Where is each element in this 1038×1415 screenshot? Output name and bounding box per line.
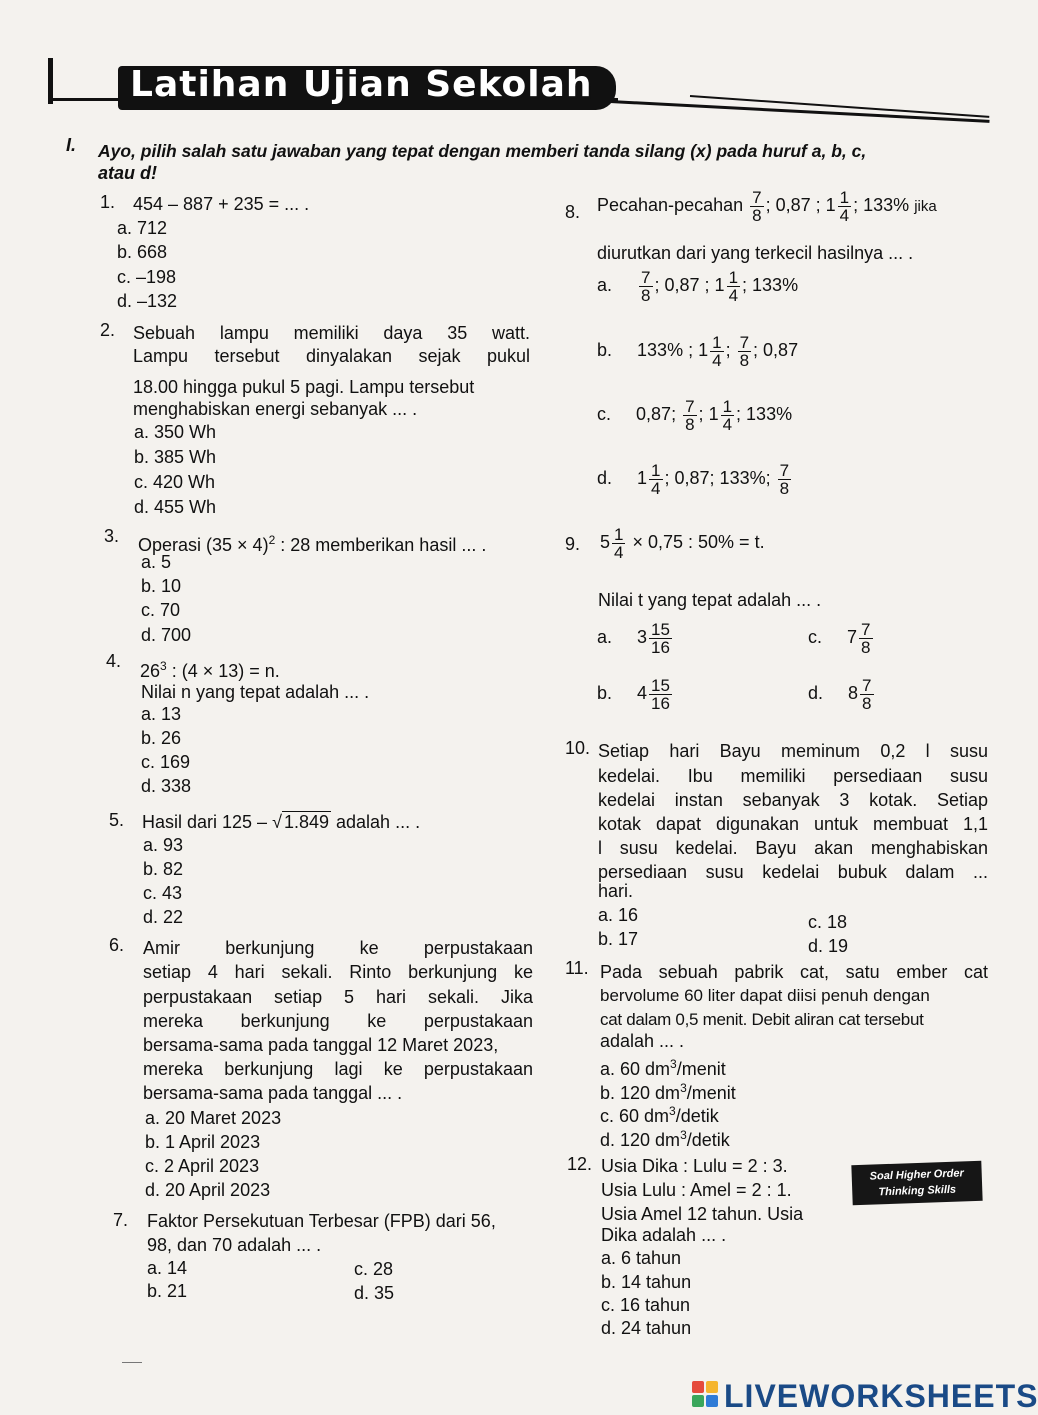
- q10-number: 10.: [565, 738, 591, 758]
- mixed-whole: 8: [848, 683, 859, 703]
- option-letter: d.: [597, 468, 613, 488]
- q10-line: kedelai instan sebanyak 3 kotak. Setiap: [598, 790, 988, 810]
- mixed-whole: 1: [825, 195, 836, 215]
- q5-number: 5.: [109, 810, 125, 830]
- denominator: 4: [651, 478, 661, 498]
- q8-separator: ; 0,87 ;: [765, 195, 826, 215]
- q7-option-d[interactable]: d. 35: [354, 1283, 395, 1303]
- q6-line: perpustakaan setiap 5 hari sekali. Jika: [143, 987, 533, 1007]
- q5-text: [142, 811, 420, 833]
- q11-b-unit: /menit: [686, 1083, 736, 1103]
- q4-text-post: : (4 × 13) = n.: [166, 661, 280, 681]
- q4-text: [140, 655, 280, 682]
- q11-line: Pada sebuah pabrik cat, satu ember cat: [600, 962, 988, 982]
- numerator: 1: [728, 267, 739, 287]
- exponent: 3: [670, 1057, 677, 1071]
- q11-line: cat dalam 0,5 menit. Debit aliran cat tersebut: [600, 1010, 924, 1029]
- separator: ;: [698, 404, 709, 424]
- q2-line: menghabiskan energi sebanyak ... .: [133, 399, 418, 419]
- q7-option-b[interactable]: b. 21: [147, 1281, 188, 1301]
- q8-option-b[interactable]: [597, 333, 798, 369]
- fraction: [738, 334, 751, 369]
- q3-number: 3.: [104, 526, 120, 546]
- q6-line: mereka berkunjung ke perpustakaan: [143, 1011, 533, 1031]
- fraction: [727, 269, 740, 304]
- numerator: 1: [722, 396, 733, 416]
- numerator: 15: [651, 675, 670, 695]
- fraction: [838, 189, 851, 224]
- numerator: 7: [779, 460, 790, 480]
- denominator: 16: [651, 693, 670, 713]
- q2-option-c[interactable]: c. 420 Wh: [134, 472, 216, 492]
- q3-option-b[interactable]: b. 10: [141, 576, 182, 596]
- q12-line: Usia Lulu : Amel = 2 : 1.: [601, 1180, 792, 1200]
- separator: ; 0,87; 133%;: [664, 468, 776, 488]
- denominator: 8: [862, 693, 872, 713]
- q9-option-d[interactable]: [808, 676, 876, 712]
- section-label: I.: [66, 135, 77, 155]
- q11-b-text: b. 120 dm: [600, 1083, 681, 1103]
- fraction: [683, 398, 696, 433]
- q8-jika: jika: [914, 198, 937, 215]
- q5-radicand: 1.849: [283, 812, 330, 832]
- mixed-whole: 7: [847, 627, 858, 647]
- q4-option-c[interactable]: c. 169: [141, 752, 191, 772]
- q11-c-unit: /detik: [675, 1106, 719, 1126]
- q3-option-a[interactable]: a. 5: [141, 552, 172, 572]
- q12-number: 12.: [567, 1154, 593, 1174]
- q7-line1: Faktor Persekutuan Terbesar (FPB) dari 56,: [147, 1211, 496, 1231]
- mixed-whole: 3: [637, 627, 648, 647]
- q2-line: Lampu tersebut dinyalakan sejak pukul: [133, 346, 530, 366]
- mixed-whole: 5: [600, 532, 611, 552]
- fraction: [649, 462, 662, 497]
- separator: 133% ;: [637, 340, 699, 360]
- instruction-line2: atau d!: [98, 163, 158, 183]
- fraction: [778, 462, 791, 497]
- q7-option-c[interactable]: c. 28: [354, 1259, 394, 1279]
- q4-option-d[interactable]: d. 338: [141, 776, 192, 796]
- q3-text: [138, 529, 486, 556]
- numerator: 7: [752, 187, 762, 207]
- q4-number: 4.: [106, 651, 122, 671]
- q4-text-pre: 26: [140, 661, 161, 681]
- numerator: 7: [739, 332, 750, 352]
- numerator: 1: [839, 187, 850, 207]
- denominator: 8: [739, 350, 750, 370]
- q9-rest: × 0,75 : 50% = t.: [627, 532, 765, 552]
- fraction: [710, 334, 723, 369]
- q11-a-text: a. 60 dm: [600, 1059, 671, 1079]
- denominator: 4: [722, 414, 733, 434]
- q12-line: Dika adalah ... .: [601, 1225, 727, 1245]
- q7-number: 7.: [113, 1210, 129, 1230]
- option-letter: a.: [597, 275, 613, 295]
- instruction-line1: Ayo, pilih salah satu jawaban yang tepat dengan memberi tanda silang (x) pada huruf a, b, c,: [98, 141, 867, 161]
- q9-text: [600, 525, 765, 561]
- q6-option-a[interactable]: a. 20 Maret 2023: [145, 1108, 282, 1128]
- mixed-whole: 1: [708, 404, 719, 424]
- liveworksheets-logo-icon: [692, 1380, 720, 1408]
- page-title: Latihan Ujian Sekolah: [130, 64, 593, 105]
- denominator: 8: [779, 478, 790, 498]
- hots-badge-line2: Thinking Skills: [878, 1183, 957, 1199]
- q12-line: Usia Amel 12 tahun. Usia: [601, 1204, 804, 1224]
- q11-a-unit: /menit: [676, 1059, 726, 1079]
- q6-line: mereka berkunjung lagi ke perpustakaan: [143, 1059, 533, 1079]
- fraction: [649, 621, 672, 656]
- q10-line: hari.: [598, 881, 634, 901]
- fraction: [721, 398, 734, 433]
- exponent: 3: [669, 1104, 676, 1118]
- separator: 0,87;: [636, 404, 682, 424]
- q6-number: 6.: [109, 935, 125, 955]
- mixed-whole: 1: [714, 275, 725, 295]
- q9-line2: Nilai t yang tepat adalah ... .: [598, 590, 822, 610]
- q8-separator: ; 133%: [853, 195, 910, 215]
- q8-option-d[interactable]: [597, 461, 793, 497]
- q4-option-b[interactable]: b. 26: [141, 728, 182, 748]
- q2-option-b[interactable]: b. 385 Wh: [134, 447, 217, 467]
- denominator: 4: [614, 542, 624, 562]
- q8-line2: diurutkan dari yang terkecil hasilnya ... .: [597, 243, 914, 263]
- q6-line: bersama-sama pada tanggal 12 Maret 2023,: [143, 1035, 499, 1055]
- numerator: 7: [862, 675, 872, 695]
- option-letter: d.: [808, 683, 824, 703]
- q10-line: l susu kedelai. Bayu akan menghabiskan: [598, 838, 988, 858]
- q4-exponent: 3: [160, 659, 167, 673]
- q5-option-b[interactable]: b. 82: [143, 859, 184, 879]
- q10-line: kedelai. Ibu memiliki persediaan susu: [598, 766, 988, 786]
- q1-option-b[interactable]: b. 668: [117, 242, 168, 262]
- separator: ; 133%: [742, 275, 799, 295]
- denominator: 8: [752, 205, 762, 225]
- q8-option-c[interactable]: [597, 397, 792, 433]
- mixed-whole: 4: [637, 683, 648, 703]
- q8-number: 8.: [565, 202, 581, 222]
- option-letter: a.: [597, 627, 613, 647]
- q9-option-b[interactable]: [597, 676, 674, 712]
- denominator: 4: [712, 350, 722, 370]
- exponent: 3: [680, 1081, 687, 1095]
- fraction: [639, 269, 652, 304]
- numerator: 1: [712, 332, 722, 352]
- q9-option-a[interactable]: [597, 620, 674, 656]
- q8-text: [597, 188, 937, 224]
- q10-line: persediaan susu kedelai bubuk dalam ...: [598, 862, 988, 882]
- denominator: 16: [651, 637, 670, 657]
- numerator: 15: [651, 619, 670, 639]
- q3-exponent: 2: [268, 533, 276, 547]
- denominator: 8: [861, 637, 871, 657]
- q11-option-a[interactable]: [600, 1053, 726, 1080]
- numerator: 7: [861, 619, 871, 639]
- q11-d-text: d. 120 dm: [600, 1130, 681, 1150]
- q6-line: Amir berkunjung ke perpustakaan: [143, 938, 533, 958]
- q11-option-c[interactable]: [600, 1100, 719, 1127]
- option-letter: b.: [597, 340, 613, 360]
- fraction: [612, 526, 625, 561]
- mixed-whole: 1: [637, 468, 648, 488]
- q3-text-post: : 28 memberikan hasil ... .: [275, 535, 487, 555]
- q1-option-d[interactable]: d. –132: [117, 291, 178, 311]
- q4-option-a[interactable]: a. 13: [141, 704, 182, 724]
- numerator: 1: [614, 524, 624, 544]
- fraction: [860, 677, 873, 712]
- q5-option-c[interactable]: c. 43: [143, 883, 183, 903]
- numerator: 7: [641, 267, 651, 287]
- separator: ; 133%: [736, 404, 793, 424]
- separator: ; 0,87 ;: [654, 275, 715, 295]
- q1-number: 1.: [100, 192, 116, 212]
- q5-option-d[interactable]: d. 22: [143, 907, 184, 927]
- option-letter: b.: [597, 683, 613, 703]
- fraction: [750, 189, 763, 224]
- fraction: [649, 677, 672, 712]
- liveworksheets-brand: LIVEWORKSHEETS: [724, 1378, 1038, 1414]
- q10-option-a[interactable]: a. 16: [598, 905, 639, 925]
- q11-number: 11.: [565, 958, 589, 978]
- q10-option-d[interactable]: d. 19: [808, 936, 849, 956]
- q10-option-c[interactable]: c. 18: [808, 912, 848, 932]
- exponent: 3: [680, 1128, 687, 1142]
- q2-option-a[interactable]: a. 350 Wh: [134, 422, 217, 442]
- q2-number: 2.: [100, 320, 116, 340]
- q1-text: 454 – 887 + 235 = ... .: [133, 194, 310, 214]
- q1-option-c[interactable]: c. –198: [117, 267, 177, 287]
- q5-text-post: adalah ... .: [331, 812, 421, 832]
- q11-line: bervolume 60 liter dapat diisi penuh dengan: [600, 986, 930, 1005]
- q8-option-a[interactable]: [597, 268, 798, 304]
- separator: ; 0,87: [753, 340, 799, 360]
- q11-option-d[interactable]: [600, 1124, 730, 1151]
- q3-option-c[interactable]: c. 70: [141, 600, 181, 620]
- q10-line: kotak dapat digunakan untuk membuat 1,1: [598, 814, 988, 834]
- option-letter: c.: [597, 404, 612, 424]
- q5-option-a[interactable]: a. 93: [143, 835, 184, 855]
- numerator: 7: [685, 396, 695, 416]
- q12-option-d[interactable]: d. 24 tahun: [601, 1318, 692, 1338]
- q6-option-d[interactable]: d. 20 April 2023: [145, 1180, 271, 1200]
- q11-d-unit: /detik: [686, 1130, 730, 1150]
- q10-line: Setiap hari Bayu meminum 0,2 l susu: [598, 741, 988, 761]
- denominator: 8: [641, 285, 651, 305]
- q3-option-d[interactable]: d. 700: [141, 625, 192, 645]
- q2-line: 18.00 hingga pukul 5 pagi. Lampu tersebut: [133, 377, 475, 397]
- q3-text-pre: Operasi (35 × 4): [138, 535, 269, 555]
- fraction: [859, 621, 872, 656]
- q2-option-d[interactable]: d. 455 Wh: [134, 497, 217, 517]
- q10-option-b[interactable]: b. 17: [598, 929, 639, 949]
- q11-c-text: c. 60 dm: [600, 1106, 670, 1126]
- footer-mark: [122, 1362, 142, 1363]
- hots-badge-line1: Soal Higher Order: [869, 1167, 964, 1183]
- q5-text-pre: Hasil dari 125 –: [142, 812, 273, 832]
- q8-lead: Pecahan-pecahan: [597, 195, 744, 215]
- q6-line: bersama-sama pada tanggal ... .: [143, 1083, 403, 1103]
- separator: ;: [725, 340, 736, 360]
- q7-option-a[interactable]: a. 14: [147, 1258, 188, 1278]
- q2-line: Sebuah lampu memiliki daya 35 watt.: [133, 323, 530, 343]
- q12-option-a[interactable]: a. 6 tahun: [601, 1248, 682, 1268]
- q6-option-c[interactable]: c. 2 April 2023: [145, 1156, 260, 1176]
- q12-option-b[interactable]: b. 14 tahun: [601, 1272, 692, 1292]
- denominator: 4: [839, 205, 850, 225]
- q4-line2: Nilai n yang tepat adalah ... .: [141, 682, 370, 702]
- q12-line: Usia Dika : Lulu = 2 : 3.: [601, 1156, 788, 1176]
- option-letter: c.: [808, 627, 823, 647]
- q11-line: adalah ... .: [600, 1031, 685, 1051]
- denominator: 4: [728, 285, 739, 305]
- q9-number: 9.: [565, 534, 581, 554]
- hots-badge: [851, 1161, 982, 1206]
- q6-option-b[interactable]: b. 1 April 2023: [145, 1132, 261, 1152]
- denominator: 8: [685, 414, 695, 434]
- sqrt-symbol: √: [272, 812, 282, 832]
- numerator: 1: [651, 460, 661, 480]
- q12-option-c[interactable]: c. 16 tahun: [601, 1295, 691, 1315]
- q7-line2: 98, dan 70 adalah ... .: [147, 1235, 322, 1255]
- q1-option-a[interactable]: a. 712: [117, 218, 168, 238]
- q9-option-c[interactable]: [808, 620, 875, 656]
- mixed-whole: 1: [698, 340, 709, 360]
- q6-line: setiap 4 hari sekali. Rinto berkunjung ke: [143, 962, 533, 982]
